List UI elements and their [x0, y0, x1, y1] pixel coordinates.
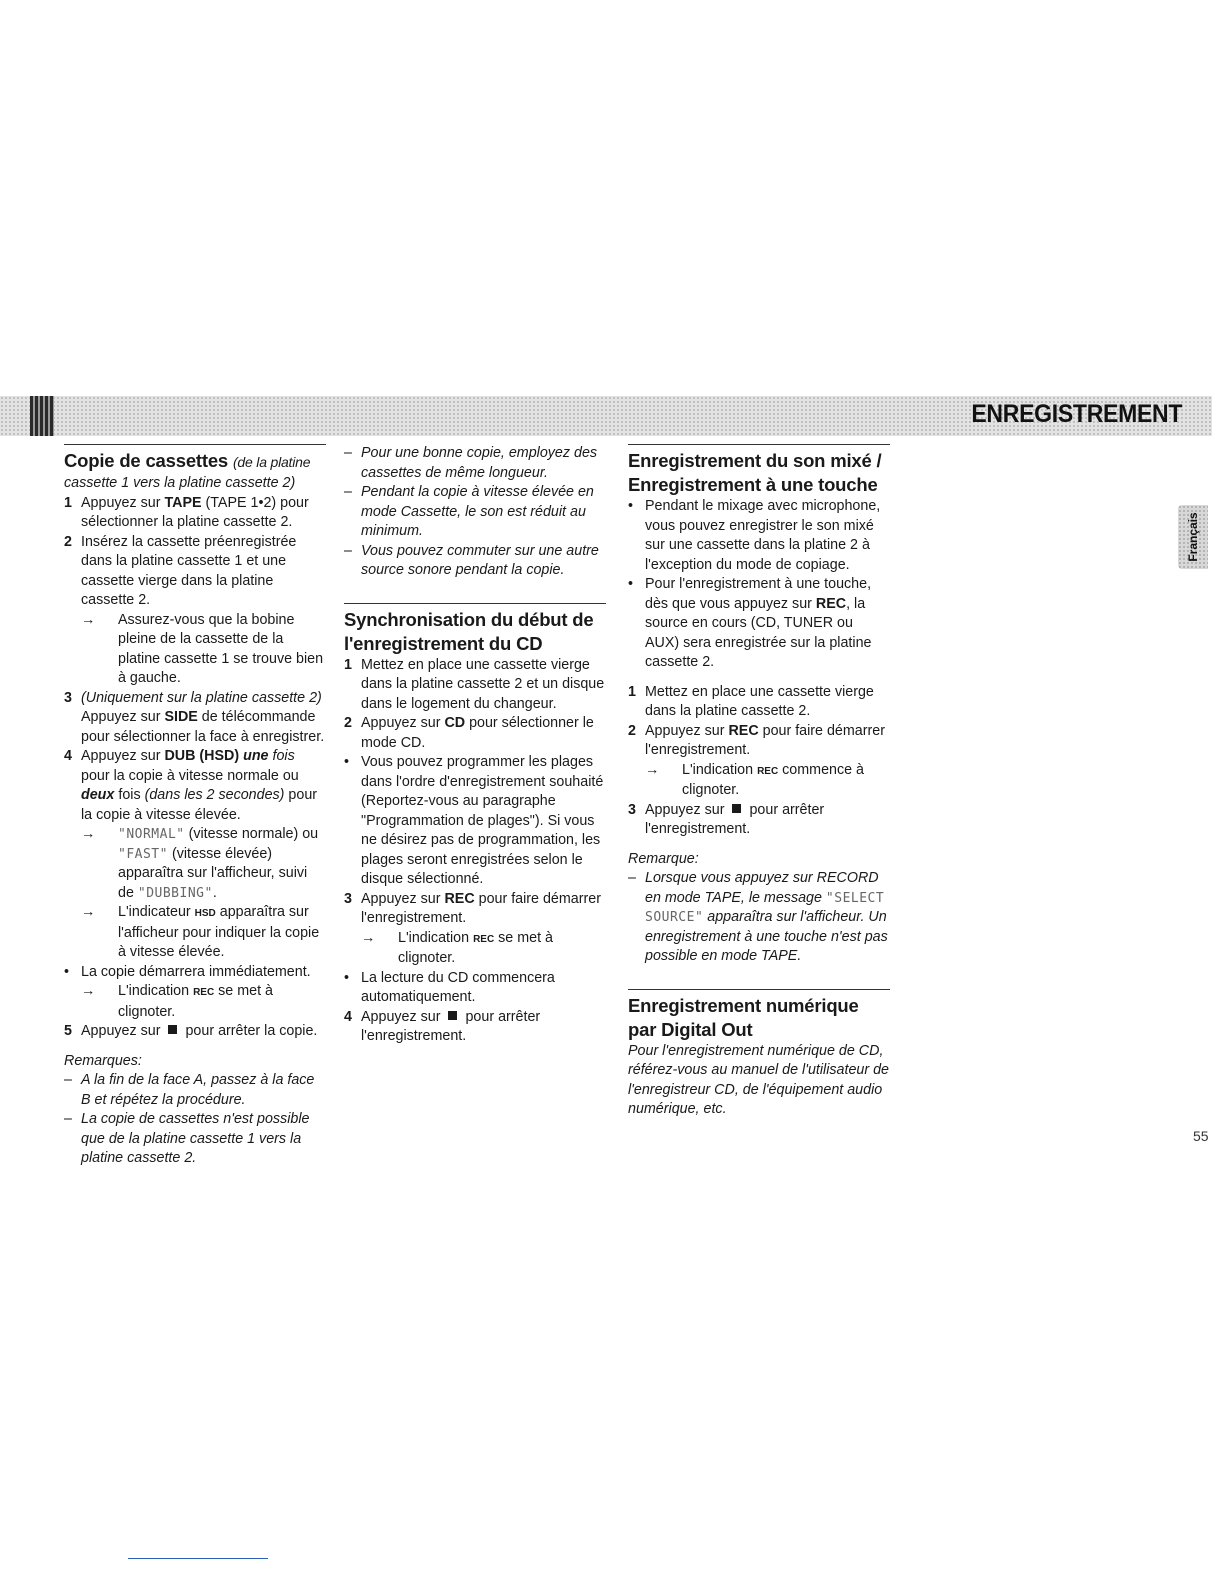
step-1: 1 Mettez en place une cassette vierge dans la platine cassette 2 et un disque dans le logement du changeur. [344, 656, 605, 712]
result-arrow: → Assurez-vous que la bobine pleine de la cassette de la platine cassette 1 se trouve bien à gauche. [81, 611, 324, 686]
digital-out-text: Pour l'enregistrement numérique de CD, référez-vous au manuel de l'utilisateur de l'enregistreur CD, de l'équipement audio numérique, etc. [628, 1042, 890, 1117]
step-1: 1 Mettez en place une cassette vierge dans la platine cassette 2. [628, 683, 874, 719]
step-2: 2 Appuyez sur REC pour faire démarrer l'enregistrement. [628, 722, 885, 758]
step-2: 2 Appuyez sur CD pour sélectionner le mode CD. [344, 715, 594, 751]
page-number: 55 [1193, 1128, 1209, 1144]
step-4: 4 Appuyez sur DUB (HSD) une fois pour la copie à vitesse normale ou deux fois (dans les 2 secondes) pour la copie à vitesse élevée. [64, 748, 318, 823]
step-3: 3 (Uniquement sur la platine cassette 2) Appuyez sur SIDE de télécommande pour sélectionner la face à enregistrer. [64, 689, 325, 745]
remark-item: – Pendant la copie à vitesse élevée en mode Cassette, le son est réduit au minimum. [344, 484, 594, 539]
stop-icon [732, 804, 741, 813]
column-2 [344, 444, 606, 1047]
section-banner [0, 396, 1212, 436]
remark-label: Remarque: [628, 850, 699, 867]
step-4: 4 Appuyez sur pour arrêter l'enregistrement. [344, 1008, 541, 1044]
remark-item: – La copie de cassettes n'est possible que de la platine cassette 1 vers la platine cassette 2. [64, 1111, 310, 1166]
result-arrow: → L'indication REC commence à clignoter. [645, 761, 865, 798]
remark-item: – A la fin de la face A, passez à la face B et répétez la procédure. [64, 1072, 315, 1108]
heading-son-mixe: Enregistrement du son mixé / Enregistrement à une touche [628, 444, 890, 497]
column-1 [64, 444, 326, 1169]
step-3: 3 Appuyez sur REC pour faire démarrer l'enregistrement. [344, 890, 601, 926]
result-arrow: → L'indication REC se met à clignoter. [81, 983, 273, 1020]
bullet-item: • La copie démarrera immédiatement. [64, 963, 311, 980]
step-1: 1 Appuyez sur TAPE (TAPE 1•2) pour sélectionner la platine cassette 2. [64, 494, 309, 530]
bullet-item: • Pendant le mixage avec microphone, vous pouvez enregistrer le son mixé sur une cassette dans la platine 2 à l'exception du mode de copiage. [628, 498, 881, 573]
step-3: 3 Appuyez sur pour arrêter l'enregistrement. [628, 801, 825, 837]
step-5: 5 Appuyez sur pour arrêter la copie. [64, 1023, 318, 1039]
remark-item: – Vous pouvez commuter sur une autre source sonore pendant la copie. [344, 542, 599, 578]
language-tab [1178, 505, 1208, 569]
heading-synchronisation: Synchronisation du début de l'enregistrement du CD [344, 603, 606, 656]
stop-icon [168, 1025, 177, 1034]
heading-numerique: Enregistrement numérique par Digital Out [628, 989, 890, 1042]
bullet-item: • Pour l'enregistrement à une touche, dès que vous appuyez sur REC, la source en cours (CD, TUNER ou AUX) sera enregistrée sur la platine cassette 2. [628, 576, 872, 670]
bullet-item: • La lecture du CD commencera automatiquement. [344, 969, 555, 1005]
remark-item: – Pour une bonne copie, employez des cassettes de même longueur. [344, 445, 598, 481]
bullet-item: • Vous pouvez programmer les plages dans l'ordre d'enregistrement souhaité (Reportez-vous au paragraphe "Programmation de plages"). Si vous ne désirez pas de programmation, les plages seront enregistrées selon le disque sélectionné. [344, 754, 604, 887]
heading-copie-cassettes: Copie de cassettes (de la platine [64, 444, 326, 474]
heading-subtitle: cassette 1 vers la platine cassette 2) [64, 475, 296, 491]
stop-icon [448, 1011, 457, 1020]
result-arrow: → L'indication REC se met à clignoter. [361, 929, 553, 966]
result-arrow: → L'indicateur HSD apparaîtra sur l'afficheur pour indiquer la copie à vitesse élevée. [81, 904, 320, 960]
language-label: Français [1186, 512, 1200, 562]
section-title: ENREGISTREMENT [971, 400, 1182, 428]
step-2: 2 Insérez la cassette préenregistrée dans la platine cassette 1 et une cassette vierge dans la platine cassette 2. [64, 533, 297, 608]
column-3 [628, 444, 890, 1120]
banner-marker [30, 396, 54, 436]
footer-rule [128, 1558, 268, 1559]
result-arrow: → "NORMAL" (vitesse normale) ou "FAST" (vitesse élevée) apparaîtra sur l'afficheur, suivi de "DUBBING". [81, 826, 319, 901]
remark-item: – Lorsque vous appuyez sur RECORD en mode TAPE, le message "SELECT SOURCE" apparaîtra sur l'afficheur. Un enregistrement à une touche n'est pas possible en mode TAPE. [628, 870, 888, 964]
remarks-label: Remarques: [64, 1052, 142, 1069]
